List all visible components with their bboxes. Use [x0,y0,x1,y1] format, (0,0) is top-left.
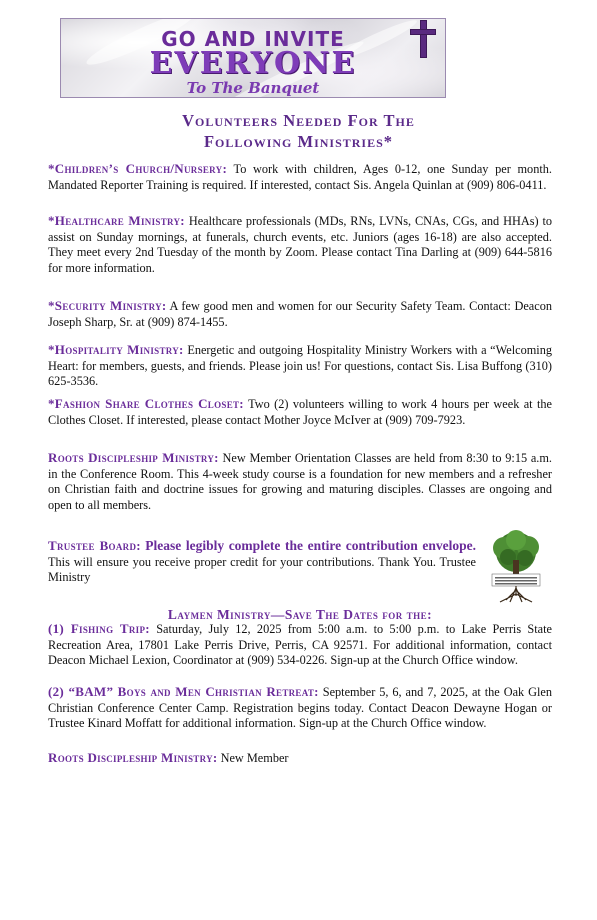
cross-icon [410,20,436,58]
tree-logo-icon [486,530,546,604]
roots-label: Roots Discipleship Ministry: [48,450,219,465]
security-text: A few good men and women for our Security Safety Team. Contact: Deacon Joseph Sharp, Sr. at (909) 874-1455. [48,299,553,329]
roots2-text: New Member [220,751,289,765]
roots2-section [48,750,552,767]
fashion-section [48,396,552,428]
roots-text: New Member Orientation Classes are held from 8:30 to 9:15 a.m. in the Conference Room. This 4-week study course is a foundation for new members and a refresher on Christian faith and doctrine issues for growing and maturing disciples. Classes are ongoing and open to all members. [48,451,553,512]
hospitality-label: *Hospitality Ministry: [48,342,184,357]
security-section [48,298,552,330]
trustee-label: Trustee Board: [48,538,141,553]
banner-line1: GO AND INVITE [161,27,345,51]
bam-text: September 5, 6, and 7, 2025, at the Oak Glen Christian Conference Center Camp. Registration begins today. Contact Deacon Dewayne Hogan or Trustee Kinard Moffatt for additional information. Sign-up at the Church Office window. [48,685,553,731]
bam-label: (2) “BAM” Boys and Men Christian Retreat: [48,684,319,699]
trustee-text: This will ensure you receive proper credit for your contributions. Thank You. Trustee Ministry [48,554,476,585]
security-label: *Security Ministry: [48,298,167,313]
fashion-text: Two (2) volunteers willing to work 4 hours per week at the Clothes Closet. If interested, please contact Mother Joyce McIver at (909) 709-7923. [48,397,552,427]
roots-section [48,450,552,513]
childrens-text: To work with children, Ages 0-12, one Sunday per month. Mandated Reporter Training is required. If interested, contact Sis. Angela Quinlan at (909) 806-0411. [48,162,552,192]
trustee-highlight: Please legibly complete the entire contribution envelope. [145,538,477,553]
trustee-section [48,538,476,586]
fishing-text: Saturday, July 12, 2025 from 5:00 a.m. to 5:00 p.m. to Lake Perris State Recreation Area, 17801 Lake Perris Drive, Perris, CA 92571. For additional information, contact Deacon Michael Lexion, Coordinator at (909) 534-0226. Sign-up at the Church Office window. [48,622,553,668]
banner [60,18,446,98]
banner-line3: To The Banquet [186,79,320,97]
fashion-label: *Fashion Share Clothes Closet: [48,396,244,411]
hospitality-text: Energetic and outgoing Hospitality Ministry Workers with a “Welcoming Heart: for members, guests, and friends. Please join us! For questions, contact Sis. Lisa Buffong (310) 625-3536. [48,343,553,389]
childrens-label: *Children’s Church/Nursery: [48,161,228,176]
childrens-section [48,161,552,193]
heading-line1: Volunteers Needed For The [182,111,415,130]
healthcare-section [48,213,552,276]
banner-line2: EVERYONE [149,46,357,81]
healthcare-text: Healthcare professionals (MDs, RNs, LVNs, CNAs, CGs, and HHAs) to assist on Sunday mornings, at funerals, church events, etc. Juniors (ages 16-18) are also accepted. They meet every 2nd Tuesday of the month by Zoom. Please contact Tina Darling at (909) 644-5816 for more information. [48,214,553,275]
hospitality-section [48,342,552,390]
roots2-label: Roots Discipleship Ministry: [48,750,218,765]
bam-section [48,684,552,732]
healthcare-label: *Healthcare Ministry: [48,213,185,228]
fishing-label: (1) Fishing Trip: [48,621,150,636]
heading-line2: Following Ministries* [203,132,394,151]
laymen-heading: Laymen Ministry—Save The Dates for the: [167,607,433,622]
fishing-section [48,621,552,669]
